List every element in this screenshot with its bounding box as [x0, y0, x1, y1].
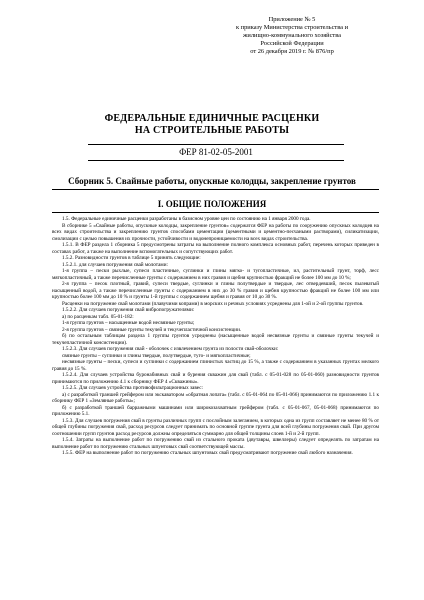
paragraph: 1.5.2.5. Для случаев устройства противофильтрационных завес: — [62, 385, 203, 391]
paragraph: 1.5.2.3. Для случаев погружения свай - оболочек с извлечением грунта из полости свай-оболочки: — [62, 346, 279, 352]
paragraph: 1.5.5. ФЕР на выполнение работ по погружению стальных шпунтовых свай предусматривают погружение свай любого назначения. — [62, 450, 353, 456]
appendix-line: Российской Федерации — [260, 40, 324, 47]
appendix-header — [202, 16, 382, 56]
paragraph: а) по расценкам табл. 05-01-182: — [62, 313, 134, 320]
code-top-rule — [88, 144, 344, 145]
paragraph: 1-я группа грунтов – насыщенные водой несвязные грунты; — [62, 320, 195, 326]
collection-title: Сборник 5. Свайные работы, опускные колодцы, закрепление грунтов — [68, 176, 356, 186]
paragraph: связные грунты – суглинки и глины твердые, полутвердые, туго- и мягкопластичные; — [62, 352, 251, 359]
collection-rule — [52, 189, 379, 190]
paragraph: 1.5.3. Для случаев погружения свай в грунты различных групп с послойным залеганием, в которых одна из групп составляет не менее 80 % от общей глубины погружения свай, расход ресурсов следует принимать по основной группе грунта для всей глубины погружения свай. При другом соотношении групп грунтов расход ресурсов должны определяться суммарно для общей толщины слоев 1-й и 2-й групп. — [52, 417, 379, 437]
paragraph: 1.5.2.1. для случаев погружения свай молотами: — [62, 261, 168, 268]
paragraph: В сборнике 5 «Свайные работы, опускные колодцы, закрепление грунтов» содержатся ФЕР на работы по сооружению опускных колодцев на всех видах строительства и закреплению грунтов способами цементации (цементными и цементно-песчаными растворами), силикатизации, смолизации с целью повышения их прочности, устойчивости и водонепроницаемости на всех видах строительства. — [52, 222, 379, 242]
paragraph: 1.5.1. В ФЕР раздела 1 сборника 5 предусмотрены затраты на выполнение полного комплекса основных работ, перечень которых приведен в составах работ, а также на выполнение вспомогательных и сопутствующих работ. — [52, 242, 379, 255]
document-title-line-2: НА СТРОИТЕЛЬНЫЕ РАБОТЫ — [134, 125, 290, 136]
paragraph: несвязные грунты – пески, супеси и суглинки с содержанием глинистых частиц до 15 %, а также с содержанием в указанных грунтах мелкого гравия до 15 %. — [52, 359, 379, 372]
appendix-line: Приложение № 5 — [268, 16, 316, 23]
code-bottom-rule — [88, 160, 344, 161]
paragraph: б) по остальным таблицам раздела 1 группы грунтов усреднены (насыщенные водой несвязные грунты и связные грунты текучей и текучепластичной консистенции). — [52, 333, 379, 346]
document-code: ФЕР 81-02-05-2001 — [179, 147, 253, 157]
appendix-line: к приказу Министерства строительства и — [235, 24, 349, 31]
paragraph: 1.5. Федеральные единичные расценки разработаны в базисном уровне цен по состоянию на 1 января 2000 года. — [62, 216, 311, 222]
paragraph: 2-я группа грунтов – связные грунты текучей и текучепластичной консистенции. — [62, 326, 242, 333]
paragraph: а) с разработкой траншей грейфером или экскаватором «обратная лопата» (табл. с 05-01-064 по 05-01-066) принимаются по приложению 1.1 к сборнику ФЕР 1 «Земляные работы»; — [52, 391, 379, 404]
appendix-line: жилищно-коммунального хозяйства — [243, 32, 341, 39]
body-text — [52, 216, 379, 457]
paragraph: 1.5.2.4. Для случаев устройства буронабивных свай и бурения скважин для свай (табл. с 05-01-028 по 05-01-060) разновидности грунтов принимаются по приложению 4.1 к сборнику ФЕР 4 «Скважины». — [52, 372, 379, 385]
paragraph: Расценки на погружение свай молотами (плавучими копрами) в морских и речных условиях усреднены для 1-ой и 2-ой группы грунтов. — [62, 300, 364, 307]
paragraph: 1.5.2. Разновидности грунтов в таблице 5 принять следующие: — [62, 255, 201, 261]
paragraph: б) с разработкой траншей барражными машинами или широкозахватным грейфером (табл. с 05-01-067, 05-01-068) принимаются по приложению 5.1. — [52, 404, 379, 417]
section-rule — [52, 212, 379, 213]
appendix-line: от 26 декабря 2019 г. № 876/пр — [250, 48, 334, 55]
paragraph: 1-я группа – пески рыхлые, супеси пластичные, суглинки и глины мягко- и тугопластичные, ил, растительный грунт, торф, лесс мягкопластичный, а также перечисленные грунты с содержанием в них гравия и щебня крупностью фракций не более 100 мм до 10 %; — [52, 268, 379, 281]
paragraph: 2-я группа – песок плотный, гравий, супеси твердые, суглинки и глины полутвердые и твердые, лес отвердевший, песок пылеватый насыщенный водой, а также перечисленные грунты с содержанием в них до 30 % гравия и щебня крупностью фракций не более 100 мм или крупностью более 100 мм до 10 % и грунты 1-й группы с содержанием щебня и гравия от 10 до 30 %. — [52, 281, 379, 300]
paragraph: 1.5.4. Затраты на выполнение работ по погружению свай из стального проката (двутавры, швеллеры) следует определять по затратам на выполнение работ по погружению стальных шпунтовых свай соответствующей массы. — [52, 437, 379, 450]
section-heading: I. ОБЩИЕ ПОЛОЖЕНИЯ — [157, 199, 267, 209]
paragraph: 1.5.2.2. Для случаев погружения свай вибропогружателями: — [62, 307, 195, 313]
document-title-line-1: ФЕДЕРАЛЬНЫЕ ЕДИНИЧНЫЕ РАСЦЕНКИ — [104, 113, 320, 124]
